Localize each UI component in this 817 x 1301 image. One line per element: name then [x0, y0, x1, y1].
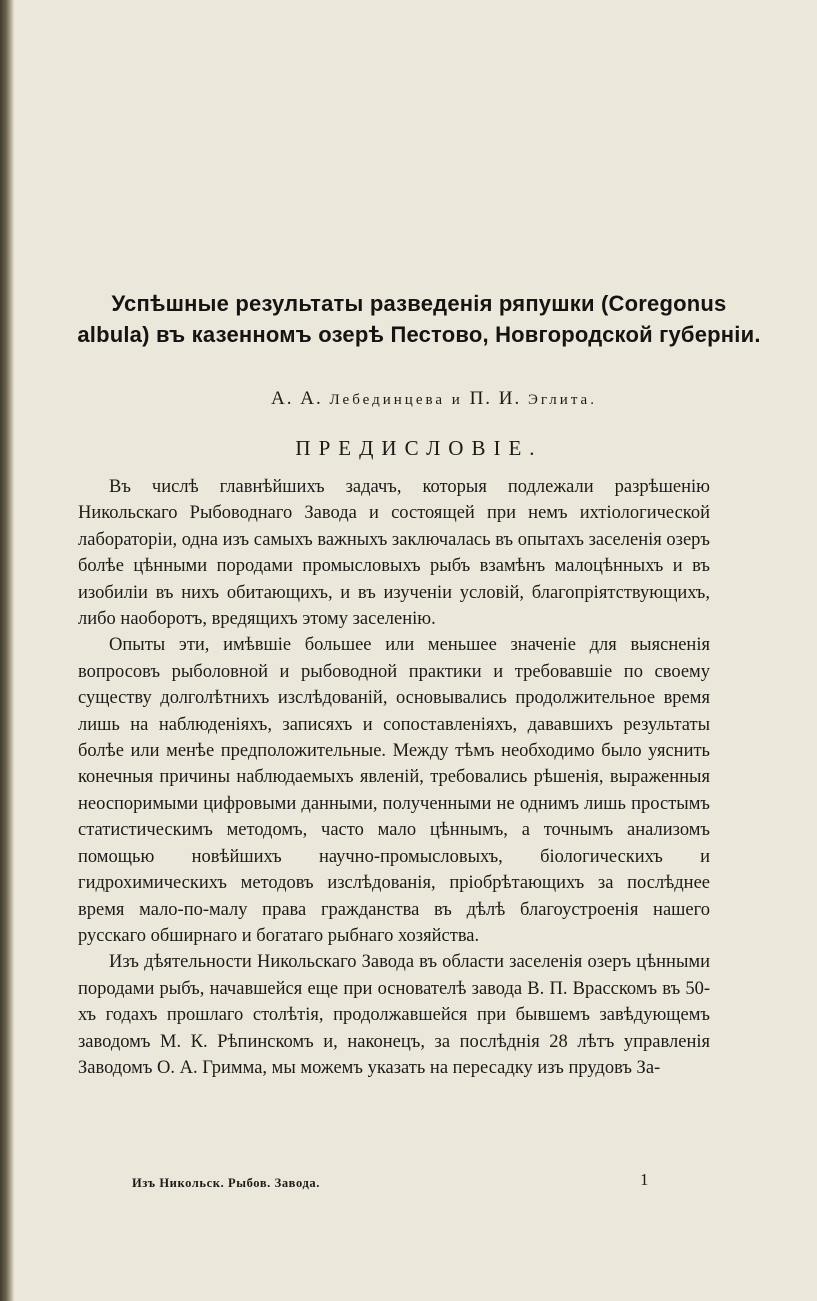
- first-author-initials: А. А.: [271, 388, 323, 409]
- page-binding-edge: [0, 0, 14, 1301]
- authors-conjunction: и: [451, 392, 463, 408]
- footer-source-line: Изъ Никольск. Рыбов. Завода.: [132, 1176, 320, 1190]
- second-author-surname: Эглита.: [528, 392, 597, 408]
- preface-heading: ПРЕДИСЛОВІЕ.: [295, 436, 543, 460]
- body-paragraph: Опыты эти, имѣвшіе большее или меньшее значеніе для выясненія вопросовъ рыболовной и рыбоводной практики и требовавшіе по своему существу долголѣтнихъ изслѣдованій, основывались продолжительное время лишь на наблюденіяхъ, записяхъ и сопоставленіяхъ, дававшихъ результаты болѣе или менѣе предположительные. Между тѣмъ необходимо было уяснить конечныя причины наблюдаемыхъ явленій, требовались рѣшенія, выраженныя неоспоримыми цифровыми данными, полученными не однимъ лишь простымъ статистическимъ методомъ, часто мало цѣннымъ, а точнымъ анализомъ помощью новѣйшихъ научно-промысловыхъ, біологическихъ и гидрохимическихъ методовъ изслѣдованія, пріобрѣтающихъ за послѣднее время мало-по-малу права гражданства въ дѣлѣ благоустроенія нашего русскаго обширнаго и богатаго рыбнаго хозяйства.: [78, 635, 710, 946]
- page-number: 1: [640, 1170, 649, 1189]
- first-author-surname: Лебединцева: [329, 392, 446, 408]
- body-text: [78, 474, 710, 1081]
- article-authors: [74, 388, 794, 410]
- body-paragraph: Изъ дѣятельности Никольскаго Завода въ области заселенія озеръ цѣнными породами рыбъ, начавшейся еще при основателѣ завода В. П. Врасскомъ въ 50-хъ годахъ прошлаго столѣтія, продолжавшейся при бывшемъ завѣдующемъ заводомъ М. К. Рѣпинскомъ и, наконецъ, за послѣднія 28 лѣтъ управленія Заводомъ О. А. Гримма, мы можемъ указать на пересадку изъ прудовъ За-: [78, 952, 710, 1078]
- body-paragraph: Въ числѣ главнѣйшихъ задачъ, которыя подлежали разрѣшенію Никольскаго Рыбоводнаго Завода и состоящей при немъ ихтіологической лабораторіи, одна изъ самыхъ важныхъ заключалась въ опытахъ заселенія озеръ болѣе цѣнными породами промысловыхъ рыбъ взамѣнъ малоцѣнныхъ и въ изобиліи въ нихъ обитающихъ, и въ изученіи условій, благопріятствующихъ, либо наоборотъ, вредящихъ этому заселенію.: [78, 477, 710, 630]
- document-page: [14, 0, 817, 1301]
- second-author-initials: П. И.: [469, 388, 522, 409]
- article-title: Успѣшные результаты разведенія ряпушки (Coregonus albula) въ казенномъ озерѣ Пестово, Новгородской губерніи.: [77, 291, 761, 347]
